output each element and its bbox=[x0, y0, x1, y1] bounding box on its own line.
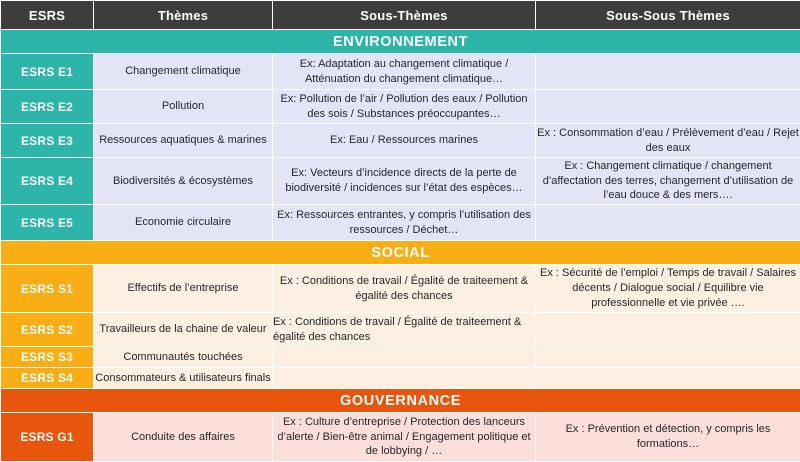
esrs-code-s3: ESRS S3 bbox=[1, 347, 94, 368]
sous-theme-g1: Ex : Culture d’entreprise / Protection des lanceurs d’alerte / Bien-être animal / Engagement politique et de lobbying / … bbox=[273, 413, 536, 462]
esrs-code-s1: ESRS S1 bbox=[1, 265, 94, 313]
theme-s4: Consommateurs & utilisateurs finals bbox=[94, 368, 273, 389]
table-row bbox=[1, 347, 800, 368]
column-header-esrs: ESRS bbox=[1, 1, 94, 30]
sous-sous-theme-s2 bbox=[536, 313, 800, 347]
esrs-code-e1: ESRS E1 bbox=[1, 54, 94, 90]
sous-sous-theme-s1: Ex : Sécurité de l’emploi / Temps de travail / Salaires décents / Dialogue social / Equilibre vie professionnelle et vie privée …. bbox=[536, 265, 800, 313]
table-row bbox=[1, 54, 800, 90]
theme-e3: Ressources aquatiques & marines bbox=[94, 124, 273, 158]
sous-sous-theme-e5 bbox=[536, 205, 800, 241]
esrs-code-e5: ESRS E5 bbox=[1, 205, 94, 241]
sous-sous-theme-s4 bbox=[536, 368, 800, 389]
sous-theme-s4 bbox=[273, 368, 536, 389]
esrs-code-e4: ESRS E4 bbox=[1, 158, 94, 205]
section-banner-environnement: ENVIRONNEMENT bbox=[1, 30, 800, 54]
theme-e4: Biodiversités & écosystèmes bbox=[94, 158, 273, 205]
esrs-code-s2: ESRS S2 bbox=[1, 313, 94, 347]
sous-sous-theme-g1: Ex : Prévention et détection, y compris les formations… bbox=[536, 413, 800, 462]
table-header bbox=[1, 1, 800, 30]
sous-theme-e4: Ex: Vecteurs d’incidence directs de la perte de biodiversité / incidences sur l’état des espèces… bbox=[273, 158, 536, 205]
column-header-sous-sous-themes: Sous-Sous Thèmes bbox=[536, 1, 800, 30]
sous-sous-theme-e3: Ex : Consommation d’eau / Prélèvement d’eau / Rejet des eaux bbox=[536, 124, 800, 158]
section-banner-row-gouvernance bbox=[1, 389, 800, 413]
sous-theme-e5: Ex: Ressources entrantes, y compris l’utilisation des ressources / Déchet… bbox=[273, 205, 536, 241]
sous-theme-e1: Ex: Adaptation au changement climatique / Atténuation du changement climatique… bbox=[273, 54, 536, 90]
sous-theme-s3 bbox=[273, 347, 536, 368]
esrs-code-g1: ESRS G1 bbox=[1, 413, 94, 462]
esrs-code-s4: ESRS S4 bbox=[1, 368, 94, 389]
table-row bbox=[1, 368, 800, 389]
theme-e1: Changement climatique bbox=[94, 54, 273, 90]
table-row bbox=[1, 313, 800, 347]
sous-theme-e3: Ex: Eau / Ressources marines bbox=[273, 124, 536, 158]
header-row bbox=[1, 1, 800, 30]
theme-s2: Travailleurs de la chaine de valeur bbox=[94, 313, 273, 347]
table-body bbox=[1, 30, 800, 462]
table-row bbox=[1, 413, 800, 462]
esrs-code-e2: ESRS E2 bbox=[1, 90, 94, 124]
column-header-themes: Thèmes bbox=[94, 1, 273, 30]
sous-sous-theme-e4: Ex : Changement climatique / changement d’affectation des terres, changement d’utilisation de l’eau douce & des mers…. bbox=[536, 158, 800, 205]
table-row bbox=[1, 90, 800, 124]
theme-e2: Pollution bbox=[94, 90, 273, 124]
table-row bbox=[1, 158, 800, 205]
esrs-code-e3: ESRS E3 bbox=[1, 124, 94, 158]
table-row bbox=[1, 124, 800, 158]
sous-theme-s2: Ex : Conditions de travail / Égalité de traiteement & égalité des chances bbox=[273, 313, 536, 347]
table-row bbox=[1, 205, 800, 241]
section-banner-row-environnement bbox=[1, 30, 800, 54]
section-banner-social: SOCIAL bbox=[1, 241, 800, 265]
theme-s3: Communautés touchées bbox=[94, 347, 273, 368]
theme-e5: Economie circulaire bbox=[94, 205, 273, 241]
section-banner-gouvernance: GOUVERNANCE bbox=[1, 389, 800, 413]
sous-sous-theme-e2 bbox=[536, 90, 800, 124]
theme-g1: Conduite des affaires bbox=[94, 413, 273, 462]
theme-s1: Effectifs de l’entreprise bbox=[94, 265, 273, 313]
sous-sous-theme-s3 bbox=[536, 347, 800, 368]
section-banner-row-social bbox=[1, 241, 800, 265]
sous-theme-s1: Ex : Conditions de travail / Égalité de traiteement & égalité des chances bbox=[273, 265, 536, 313]
table-row bbox=[1, 265, 800, 313]
sous-theme-e2: Ex: Pollution de l’air / Pollution des eaux / Pollution des sois / Substances préoccupantes… bbox=[273, 90, 536, 124]
sous-sous-theme-e1 bbox=[536, 54, 800, 90]
column-header-sous-themes: Sous-Thèmes bbox=[273, 1, 536, 30]
